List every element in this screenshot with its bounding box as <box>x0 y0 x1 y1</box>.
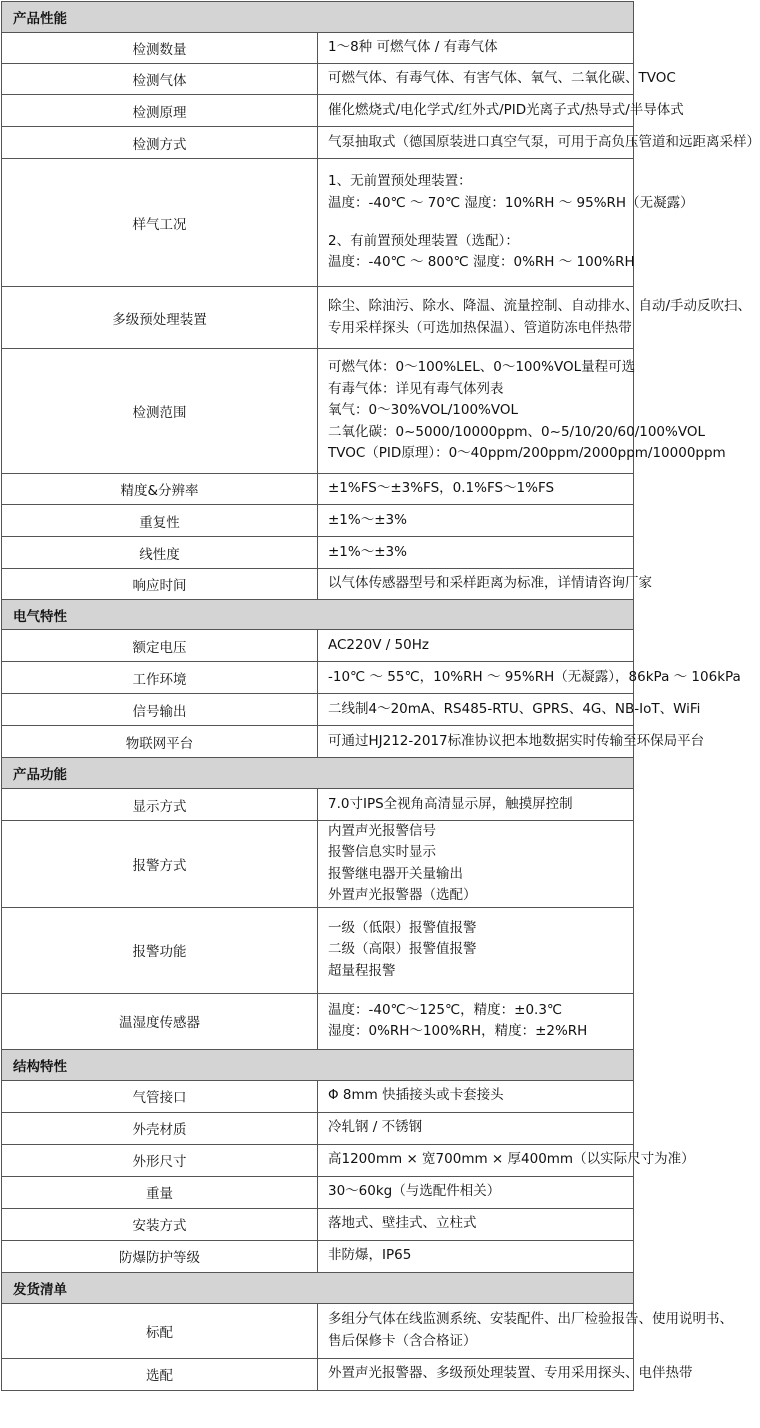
spec-value <box>318 630 634 662</box>
spec-value-line: 二线制4～20mA、RS485-RTU、GPRS、4G、NB-IoT、WiFi <box>328 700 701 717</box>
spec-value <box>318 33 634 64</box>
spec-row <box>2 569 634 600</box>
section-header <box>2 1049 634 1080</box>
spec-label: 外壳材质 <box>2 1112 318 1144</box>
spec-value-line <box>328 214 629 231</box>
spec-label: 温湿度传感器 <box>2 993 318 1049</box>
spec-value-line: 以气体传感器型号和采样距离为标准，详情请咨询厂家 <box>328 575 652 592</box>
spec-value <box>318 1240 634 1272</box>
spec-value-line: Φ 8mm 快插接头或卡套接头 <box>328 1087 504 1104</box>
spec-value <box>318 474 634 505</box>
section-header <box>2 1272 634 1303</box>
spec-label: 报警功能 <box>2 907 318 993</box>
section-title: 产品功能 <box>2 758 634 789</box>
spec-value-line: 温度：-40℃ ～ 800℃ 湿度：0%RH ～ 100%RH <box>328 254 635 271</box>
section-header <box>2 2 634 33</box>
spec-value-line: -10℃ ～ 55℃，10%RH ～ 95%RH（无凝露），86kPa ～ 106kPa <box>328 668 741 685</box>
spec-value <box>318 1144 695 1176</box>
spec-value-line: 落地式、壁挂式、立柱式 <box>328 1215 477 1232</box>
spec-value-line: 专用采样探头（可选加热保温）、管道防冻电伴热带 <box>328 319 632 336</box>
spec-value-line: 温度：-40℃～125℃，精度：±0.3℃ <box>328 1001 563 1018</box>
spec-label: 选配 <box>2 1358 318 1390</box>
spec-value-line: 售后保修卡（含合格证） <box>328 1332 477 1349</box>
spec-value-line: 温度：-40℃ ～ 70℃ 湿度：10%RH ～ 95%RH（无凝露） <box>328 194 694 211</box>
spec-row <box>2 789 634 821</box>
spec-value-line: 高1200mm × 宽700mm × 厚400mm（以实际尺寸为准） <box>328 1151 695 1168</box>
spec-row <box>2 662 634 694</box>
spec-value-line: 除尘、除油污、除水、降温、流量控制、自动排水、自动/手动反吹扫、 <box>328 298 752 315</box>
spec-value <box>318 662 741 694</box>
spec-row <box>2 993 634 1049</box>
spec-row <box>2 127 634 159</box>
spec-value-line: 报警继电器开关量输出 <box>328 865 463 882</box>
spec-value-line: 冷轧钢 / 不锈钢 <box>328 1119 423 1136</box>
spec-label: 额定电压 <box>2 630 318 662</box>
spec-row <box>2 474 634 505</box>
spec-value-line: 多组分气体在线监测系统、安装配件、出厂检验报告、使用说明书、 <box>328 1311 733 1328</box>
spec-row <box>2 287 634 349</box>
spec-row <box>2 33 634 64</box>
spec-label: 检测原理 <box>2 95 318 127</box>
spec-row <box>2 95 634 127</box>
spec-row <box>2 694 634 726</box>
spec-value-line: 一级（低限）报警值报警 <box>328 920 477 937</box>
spec-value <box>318 1208 634 1240</box>
spec-value <box>318 95 684 127</box>
spec-value <box>318 505 634 537</box>
section-header <box>2 600 634 630</box>
spec-row <box>2 159 634 287</box>
spec-label: 检测气体 <box>2 64 318 95</box>
spec-row <box>2 907 634 993</box>
spec-value-line: 7.0寸IPS全视角高清显示屏，触摸屏控制 <box>328 795 573 812</box>
spec-row <box>2 1208 634 1240</box>
spec-label: 检测范围 <box>2 349 318 474</box>
spec-label: 防爆防护等级 <box>2 1240 318 1272</box>
section-title: 发货清单 <box>2 1272 634 1303</box>
spec-row <box>2 537 634 569</box>
spec-value-line: 30～60kg（与选配件相关） <box>328 1183 501 1200</box>
spec-value <box>318 64 676 95</box>
spec-value-line: 超量程报警 <box>328 962 396 979</box>
spec-value-line: 催化燃烧式/电化学式/红外式/PID光离子式/热导式/半导体式 <box>328 101 684 118</box>
spec-value-line: TVOC（PID原理）：0～40ppm/200ppm/2000ppm/10000ppm <box>328 445 726 462</box>
spec-value-line: 氧气：0～30%VOL/100%VOL <box>328 402 519 419</box>
spec-value <box>318 569 652 600</box>
spec-value-line: 湿度：0%RH～100%RH，精度：±2%RH <box>328 1023 588 1040</box>
spec-value <box>318 993 634 1049</box>
spec-value-line: 1、无前置预处理装置： <box>328 173 472 190</box>
spec-label: 气管接口 <box>2 1080 318 1112</box>
spec-label: 工作环境 <box>2 662 318 694</box>
spec-value-line: 内置声光报警信号 <box>328 823 436 839</box>
spec-label: 检测数量 <box>2 33 318 64</box>
spec-value <box>318 1176 634 1208</box>
spec-value-line: 外置声光报警器（选配） <box>328 887 477 904</box>
spec-row <box>2 1240 634 1272</box>
spec-row <box>2 64 634 95</box>
spec-value <box>318 821 634 908</box>
spec-row <box>2 821 634 908</box>
section-title: 电气特性 <box>2 600 634 630</box>
spec-value-line: 非防爆，IP65 <box>328 1247 412 1264</box>
spec-value <box>318 726 705 758</box>
spec-label: 外形尺寸 <box>2 1144 318 1176</box>
spec-label: 标配 <box>2 1303 318 1358</box>
spec-value <box>318 1112 634 1144</box>
spec-value <box>318 1303 733 1358</box>
spec-value <box>318 127 760 159</box>
spec-label: 显示方式 <box>2 789 318 821</box>
spec-value-line: 1～8种 可燃气体 / 有毒气体 <box>328 39 498 56</box>
spec-value <box>318 694 701 726</box>
spec-value-line: ±1%FS～±3%FS，0.1%FS～1%FS <box>328 480 555 497</box>
section-title: 产品性能 <box>2 2 634 33</box>
spec-label: 报警方式 <box>2 821 318 908</box>
spec-value-line: ±1%～±3% <box>328 511 407 528</box>
spec-value-line: 气泵抽取式（德国原装进口真空气泵，可用于高负压管道和远距离采样） <box>328 133 760 150</box>
spec-label: 样气工况 <box>2 159 318 287</box>
spec-label: 多级预处理装置 <box>2 287 318 349</box>
spec-value-line: 二级（高限）报警值报警 <box>328 941 477 958</box>
spec-value <box>318 1358 693 1390</box>
spec-value-line: 2、有前置预处理装置（选配）： <box>328 233 519 249</box>
spec-row <box>2 1080 634 1112</box>
spec-row <box>2 505 634 537</box>
spec-row <box>2 1144 634 1176</box>
spec-label: 物联网平台 <box>2 726 318 758</box>
spec-value <box>318 349 726 474</box>
spec-label: 响应时间 <box>2 569 318 600</box>
spec-value-line: 外置声光报警器、多级预处理装置、专用采用探头、电伴热带 <box>328 1365 693 1382</box>
spec-label: 精度&分辨率 <box>2 474 318 505</box>
spec-value <box>318 159 694 287</box>
spec-table <box>1 1 760 1391</box>
section-title: 结构特性 <box>2 1049 634 1080</box>
section-header <box>2 758 634 789</box>
spec-row <box>2 1303 634 1358</box>
spec-value-line: 报警信息实时显示 <box>328 844 436 861</box>
spec-label: 安装方式 <box>2 1208 318 1240</box>
spec-row <box>2 1176 634 1208</box>
spec-label: 检测方式 <box>2 127 318 159</box>
spec-value <box>318 537 634 569</box>
spec-label: 重量 <box>2 1176 318 1208</box>
spec-row <box>2 349 634 474</box>
spec-label: 信号输出 <box>2 694 318 726</box>
spec-value <box>318 907 634 993</box>
spec-label: 线性度 <box>2 537 318 569</box>
spec-value-line: 可燃气体、有毒气体、有害气体、氧气、二氧化碳、TVOC <box>328 70 676 87</box>
spec-value-line: 有毒气体：详见有毒气体列表 <box>328 380 504 397</box>
spec-value-line: 可通过HJ212-2017标准协议把本地数据实时传输至环保局平台 <box>328 732 705 749</box>
spec-value-line: AC220V / 50Hz <box>328 636 429 653</box>
spec-row <box>2 1112 634 1144</box>
spec-value <box>318 1080 634 1112</box>
spec-row <box>2 726 634 758</box>
spec-value <box>318 789 634 821</box>
spec-value <box>318 287 752 349</box>
spec-label: 重复性 <box>2 505 318 537</box>
spec-row <box>2 630 634 662</box>
spec-value-line: ±1%～±3% <box>328 543 407 560</box>
spec-value-line: 可燃气体：0～100%LEL、0～100%VOL量程可选 <box>328 359 636 376</box>
spec-value-line: 二氧化碳：0~5000/10000ppm、0~5/10/20/60/100%VOL <box>328 423 705 440</box>
spec-row <box>2 1358 634 1390</box>
